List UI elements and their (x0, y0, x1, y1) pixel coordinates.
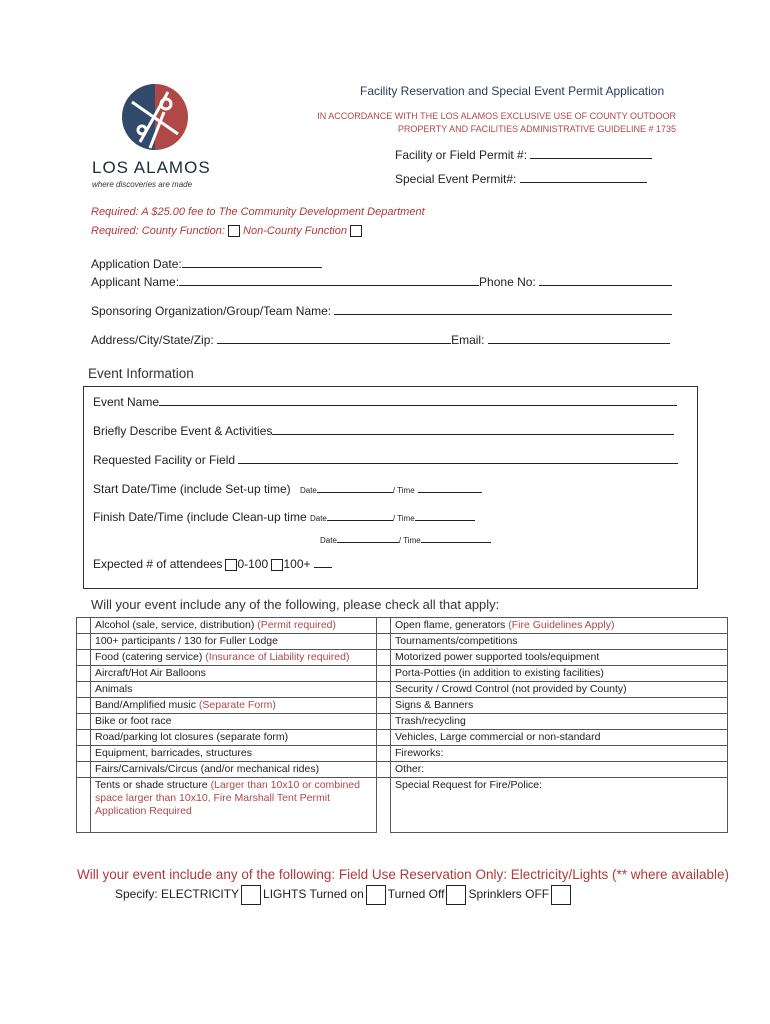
checklist-checkbox[interactable] (377, 778, 391, 833)
turned-off-label: Turned Off (387, 887, 445, 902)
attendees-field[interactable] (93, 557, 332, 571)
checklist-item-right (391, 746, 728, 762)
item-text: Other: (395, 763, 425, 775)
start-date-line[interactable] (317, 492, 393, 493)
item-note: (Separate Form) (198, 699, 276, 711)
finish2-date-line[interactable] (337, 542, 399, 543)
electricity-checkbox[interactable] (241, 885, 261, 905)
turned-off-checkbox[interactable] (446, 885, 466, 905)
checklist-item-right (391, 730, 728, 746)
checklist-item-left (91, 682, 377, 698)
electricity-heading: Will your event include any of the following: Field Use Reservation Only: Electricity/Lights (** where available) (77, 867, 730, 882)
checklist-item-right (391, 666, 728, 682)
special-event-field[interactable] (395, 172, 647, 186)
table-row (77, 618, 728, 634)
attendees-100-plus-label: 100+ (283, 557, 311, 571)
finish-date-label: Date (309, 514, 327, 523)
event-name-line[interactable] (159, 405, 677, 406)
non-county-function-checkbox[interactable] (350, 225, 362, 237)
checklist-item-right (391, 634, 728, 650)
tents-note2: Application Required (95, 805, 192, 817)
item-note: (Permit required) (257, 619, 337, 631)
start-field[interactable] (93, 482, 482, 496)
checklist-item-left (91, 762, 377, 778)
item-text: Open flame, generators (395, 619, 509, 631)
table-row (77, 746, 728, 762)
checklist-item-right (391, 762, 728, 778)
item-text: 100+ participants / 130 for Fuller Lodge (95, 635, 278, 647)
special-request-text: Special Request for Fire/Police: (395, 779, 543, 791)
finish-field-2[interactable] (320, 532, 491, 546)
checklist-item-right (391, 778, 728, 833)
checklist-checkbox[interactable] (77, 618, 91, 634)
finish-date-line[interactable] (327, 520, 393, 521)
facility-permit-label: Facility or Field Permit #: (395, 148, 528, 162)
checklist-checkbox[interactable] (377, 682, 391, 698)
checklist-checkbox[interactable] (377, 714, 391, 730)
checklist-checkbox[interactable] (77, 698, 91, 714)
item-note: (Fire Guidelines Apply) (508, 619, 615, 631)
checklist-checkbox[interactable] (377, 762, 391, 778)
address-line[interactable] (217, 343, 451, 344)
checklist-checkbox[interactable] (77, 682, 91, 698)
start-label: Start Date/Time (include Set-up time) (93, 482, 291, 496)
item-text: Equipment, barricades, structures (95, 747, 252, 759)
item-text: Alcohol (sale, service, distribution) (95, 619, 258, 631)
event-name-label: Event Name (93, 395, 160, 409)
event-info-box (83, 386, 698, 589)
subtitle-line2: PROPERTY AND FACILITIES ADMINISTRATIVE GUIDELINE # 1735 (397, 124, 676, 134)
item-text: Security / Crowd Control (not provided by County) (395, 683, 627, 695)
tents-text: Tents or shade structure (95, 779, 211, 791)
table-row (77, 634, 728, 650)
item-text: Signs & Banners (395, 699, 474, 711)
logo-tagline: where discoveries are made (92, 180, 193, 189)
describe-label: Briefly Describe Event & Activities (93, 424, 273, 438)
item-text: Motorized power supported tools/equipment (395, 651, 600, 663)
email-label: Email: (451, 333, 485, 347)
checklist-table-wrap (76, 617, 728, 833)
item-text: Trash/recycling (395, 715, 466, 727)
checklist-item-right (391, 650, 728, 666)
checklist-item-left (91, 666, 377, 682)
checklist-checkbox[interactable] (77, 746, 91, 762)
subtitle-line1: IN ACCORDANCE WITH THE LOS ALAMOS EXCLUSIVE USE OF COUNTY OUTDOOR (317, 111, 676, 121)
finish-time-line[interactable] (415, 520, 475, 521)
checklist-item-right (391, 618, 728, 634)
phone-line[interactable] (539, 285, 672, 286)
sponsoring-label: Sponsoring Organization/Group/Team Name: (91, 304, 332, 318)
finish2-date-label: Date (320, 536, 337, 545)
electricity-label: Specify: ELECTRICITY (115, 887, 240, 902)
applicant-name-line[interactable] (179, 285, 479, 286)
attendees-0-100-checkbox[interactable] (225, 559, 237, 571)
start-time-line[interactable] (418, 492, 482, 493)
start-date-label: Date (299, 486, 317, 495)
item-text: Tournaments/competitions (395, 635, 518, 647)
checklist-item-left (91, 650, 377, 666)
sprinklers-off-checkbox[interactable] (551, 885, 571, 905)
checklist-checkbox[interactable] (377, 618, 391, 634)
table-row (77, 778, 728, 833)
describe-line[interactable] (272, 434, 674, 435)
application-date-field[interactable] (91, 257, 322, 271)
special-event-line[interactable] (520, 182, 647, 183)
sprinklers-off-label: Sprinklers OFF (468, 887, 550, 902)
logo (92, 82, 222, 192)
table-row (77, 762, 728, 778)
item-note: (Insurance of Liability required) (205, 651, 350, 663)
phone-label: Phone No: (479, 275, 536, 289)
sponsoring-field[interactable] (91, 304, 672, 318)
table-row (77, 698, 728, 714)
non-county-function-label: Non-County Function (243, 225, 347, 237)
los-alamos-logo-icon (120, 82, 190, 152)
checklist-item-left (91, 714, 377, 730)
table-row (77, 666, 728, 682)
checklist-checkbox[interactable] (377, 746, 391, 762)
checklist-checkbox[interactable] (377, 666, 391, 682)
checklist-checkbox[interactable] (377, 650, 391, 666)
checklist-item-left (91, 698, 377, 714)
checklist-checkbox[interactable] (77, 634, 91, 650)
checklist-item-right (391, 714, 728, 730)
checklist-item-left (91, 618, 377, 634)
item-text: Animals (95, 683, 133, 695)
form-title: Facility Reservation and Special Event Permit Application (360, 84, 665, 98)
facility-label: Requested Facility or Field (93, 453, 236, 467)
finish2-time-line[interactable] (421, 542, 491, 543)
checklist-checkbox[interactable] (77, 762, 91, 778)
finish2-time-label: / Time (398, 536, 421, 545)
guideline-subtitle (317, 110, 676, 136)
facility-line[interactable] (238, 463, 678, 464)
start-time-label: / Time (392, 486, 415, 495)
table-row (77, 650, 728, 666)
checklist-checkbox[interactable] (377, 698, 391, 714)
checklist-checkbox[interactable] (77, 666, 91, 682)
applicant-name-label: Applicant Name: (91, 275, 180, 289)
item-text: Road/parking lot closures (separate form) (95, 731, 289, 743)
logo-name: LOS ALAMOS (92, 158, 211, 177)
item-text: Fairs/Carnivals/Circus (and/or mechanical rides) (95, 763, 320, 775)
item-text: Vehicles, Large commercial or non-standard (395, 731, 601, 743)
event-info-heading: Event Information (88, 366, 194, 381)
finish-time-label: / Time (392, 514, 415, 523)
address-field[interactable] (91, 333, 670, 347)
checklist-item-left (91, 634, 377, 650)
function-requirement (91, 225, 362, 237)
lights-on-label: LIGHTS Turned on (263, 887, 364, 902)
attendees-line[interactable] (314, 567, 332, 568)
checklist-checkbox[interactable] (77, 778, 91, 833)
finish-label: Finish Date/Time (include Clean-up time (93, 510, 307, 524)
checklist-item-right (391, 682, 728, 698)
fee-requirement: Required: A $25.00 fee to The Community Development Department (91, 206, 425, 218)
sponsoring-line[interactable] (334, 314, 672, 315)
checklist-table (76, 617, 728, 833)
email-line[interactable] (488, 343, 670, 344)
applicant-name-field[interactable] (91, 275, 672, 289)
checklist-item-left (91, 730, 377, 746)
attendees-label: Expected # of attendees (93, 557, 223, 571)
table-row (77, 714, 728, 730)
checklist-checkbox[interactable] (77, 650, 91, 666)
address-label: Address/City/State/Zip: (91, 333, 214, 347)
lights-on-checkbox[interactable] (366, 885, 386, 905)
describe-field[interactable] (93, 424, 674, 438)
checklist-checkbox[interactable] (377, 730, 391, 746)
event-name-field[interactable] (93, 395, 677, 409)
checklist-checkbox[interactable] (77, 730, 91, 746)
item-text: Aircraft/Hot Air Balloons (95, 667, 206, 679)
county-function-label: Required: County Function: (91, 225, 225, 237)
checklist-item-left (91, 778, 377, 833)
item-text: Porta-Potties (in addition to existing facilities) (395, 667, 604, 679)
tents-note: (Larger than 10x10 or combined space larger than 10x10, Fire Marshall Tent Permit (95, 779, 360, 804)
checklist-checkbox[interactable] (77, 714, 91, 730)
facility-field[interactable] (93, 453, 678, 467)
county-function-checkbox[interactable] (228, 225, 240, 237)
application-date-label: Application Date: (91, 257, 182, 271)
facility-permit-field[interactable] (395, 148, 652, 162)
special-event-label: Special Event Permit#: (395, 172, 517, 186)
item-text: Fireworks: (395, 747, 444, 759)
item-text: Band/Amplified music (95, 699, 199, 711)
application-date-line[interactable] (182, 267, 322, 268)
table-row (77, 730, 728, 746)
item-text: Food (catering service) (95, 651, 206, 663)
electricity-options (115, 885, 573, 905)
item-text: Bike or foot race (95, 715, 172, 727)
table-row (77, 682, 728, 698)
checklist-item-left (91, 746, 377, 762)
finish-field[interactable] (93, 510, 475, 524)
facility-permit-line[interactable] (530, 158, 652, 159)
attendees-100-plus-checkbox[interactable] (271, 559, 283, 571)
checklist-checkbox[interactable] (377, 634, 391, 650)
attendees-0-100-label: 0-100 (237, 557, 269, 571)
checklist-heading: Will your event include any of the following, please check all that apply: (91, 597, 500, 612)
checklist-item-right (391, 698, 728, 714)
